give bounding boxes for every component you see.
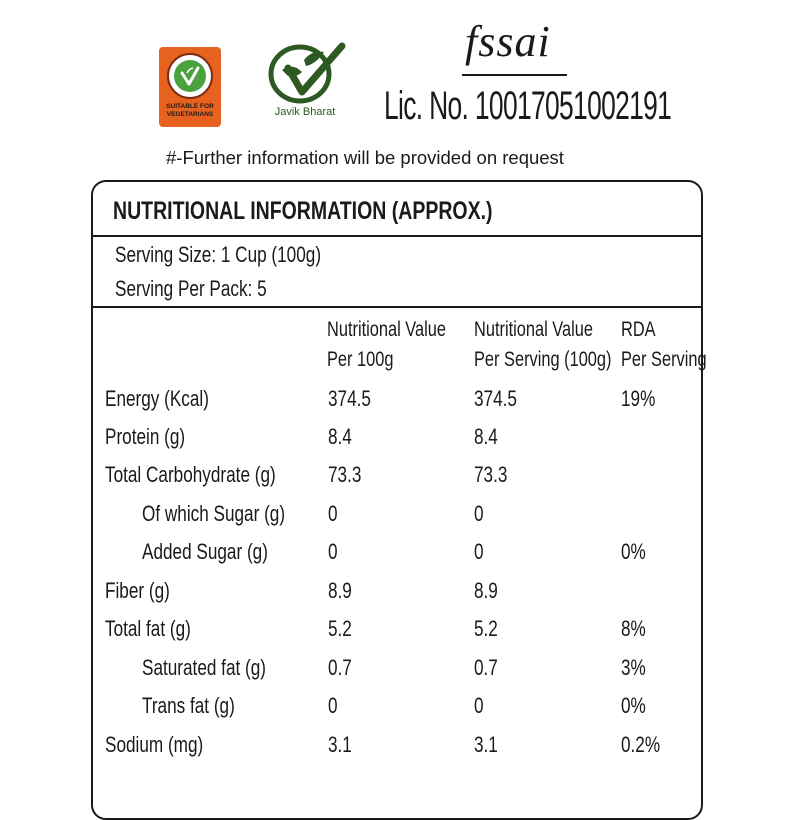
value-rda: 19% (621, 386, 656, 411)
nutrient-label: Total Carbohydrate (g) (105, 462, 276, 487)
further-info-note: #-Further information will be provided on request (166, 147, 564, 168)
veg-check-icon (178, 64, 202, 88)
table-row (0, 576, 801, 614)
value-rda: 8% (621, 616, 646, 641)
value-per-100g: 0 (328, 539, 338, 564)
header-rda: RDA Per Serving (621, 318, 707, 371)
value-per-100g: 73.3 (328, 462, 362, 487)
value-per-serving: 0 (474, 501, 484, 526)
nutrient-label: Trans fat (g) (142, 693, 235, 718)
table-row (0, 384, 801, 422)
title-divider (93, 235, 701, 237)
table-row (0, 614, 801, 652)
header-per-serving: Nutritional Value Per Serving (100g) (474, 318, 612, 371)
license-number: Lic. No. 10017051002191 (384, 84, 672, 128)
serving-size: Serving Size: 1 Cup (100g) (115, 242, 322, 267)
value-rda: 0% (621, 539, 646, 564)
table-row (0, 691, 801, 729)
nutrient-label: Sodium (mg) (105, 732, 204, 757)
nutrient-label: Fiber (g) (105, 578, 170, 603)
value-per-100g: 5.2 (328, 616, 352, 641)
value-per-serving: 3.1 (474, 732, 498, 757)
serving-per-pack: Serving Per Pack: 5 (115, 276, 267, 301)
header-per-100g: Nutritional Value Per 100g (327, 318, 446, 371)
nutrient-label: Saturated fat (g) (142, 655, 267, 680)
nutrient-label: Added Sugar (g) (142, 539, 268, 564)
nutrient-label: Protein (g) (105, 424, 186, 449)
vegetarian-badge (159, 47, 221, 127)
table-row (0, 422, 801, 460)
javik-bharat-label: Javik Bharat (274, 106, 336, 118)
value-per-100g: 0 (328, 501, 338, 526)
value-rda: 0% (621, 693, 646, 718)
value-per-100g: 0 (328, 693, 338, 718)
value-per-100g: 8.9 (328, 578, 352, 603)
veg-badge-text: SUITABLE FOR VEGETARIANS (166, 103, 214, 118)
value-rda: 0.2% (621, 732, 661, 757)
value-per-serving: 374.5 (474, 386, 517, 411)
panel-title: NUTRITIONAL INFORMATION (APPROX.) (113, 197, 493, 225)
nutrient-label: Of which Sugar (g) (142, 501, 286, 526)
value-per-100g: 374.5 (328, 386, 371, 411)
table-row (0, 730, 801, 768)
nutrient-label: Total fat (g) (105, 616, 191, 641)
table-row (0, 460, 801, 498)
value-per-100g: 0.7 (328, 655, 352, 680)
fssai-underline (462, 74, 567, 76)
value-per-serving: 73.3 (474, 462, 508, 487)
table-row (0, 499, 801, 537)
value-per-100g: 8.4 (328, 424, 352, 449)
javik-bharat-logo (262, 40, 346, 104)
value-per-100g: 3.1 (328, 732, 352, 757)
value-per-serving: 8.4 (474, 424, 498, 449)
value-per-serving: 8.9 (474, 578, 498, 603)
table-row (0, 537, 801, 575)
value-per-serving: 0 (474, 539, 484, 564)
serving-divider (93, 306, 701, 308)
fssai-logo: fssai (465, 17, 551, 66)
value-per-serving: 0.7 (474, 655, 498, 680)
value-per-serving: 0 (474, 693, 484, 718)
table-row (0, 653, 801, 691)
value-per-serving: 5.2 (474, 616, 498, 641)
veg-mark-circle (167, 53, 213, 99)
nutrient-label: Energy (Kcal) (105, 386, 209, 411)
value-rda: 3% (621, 655, 646, 680)
